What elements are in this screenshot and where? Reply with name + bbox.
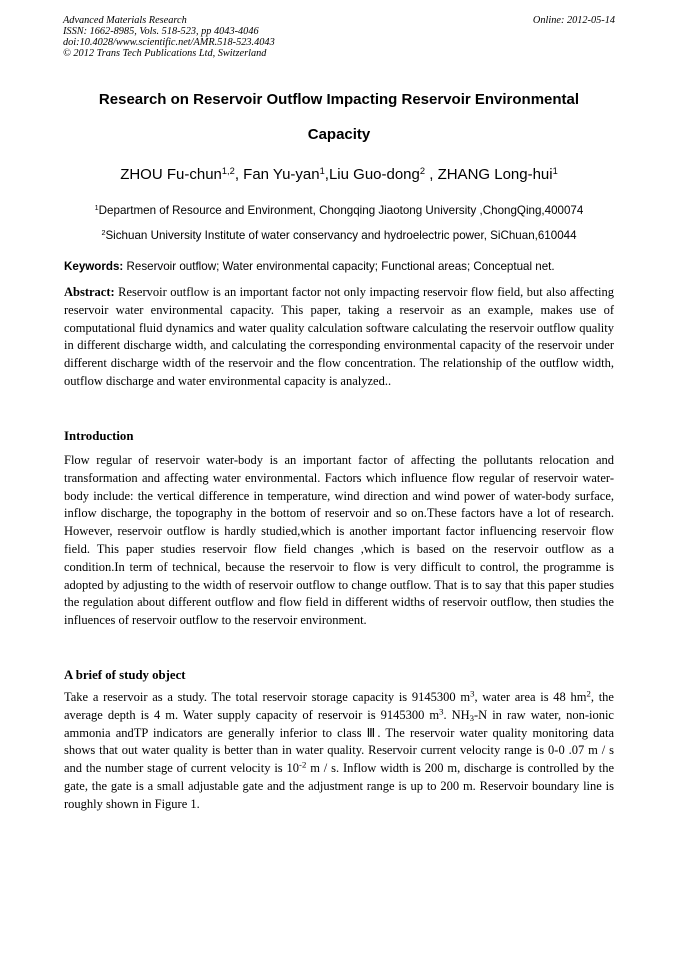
author-list: [40, 166, 638, 183]
author-affiliation-mark: 1: [552, 165, 558, 176]
study-object-paragraph: [64, 689, 614, 814]
abstract-label: Abstract:: [64, 285, 115, 299]
author-name: Fan Yu-yan: [243, 166, 320, 183]
affiliation-mark: 2: [101, 228, 106, 238]
affiliation-1: [40, 204, 638, 217]
keywords-label: Keywords:: [64, 260, 124, 273]
study-text: -N in raw water, non-ionic ammonia andTP indicators are generally inferior to class Ⅲ. The reservoir water quality monitoring data shows that out water quality is better than in water quality. Reservoir current velocity range is 0-0 .07 m / s and the number stage of current velocity is 10: [64, 707, 614, 776]
study-object-heading: A brief of study object: [64, 668, 186, 682]
study-text: , water area is 48 hm: [474, 690, 587, 704]
author-affiliation-mark: 1,2: [221, 165, 235, 176]
study-text: . NH: [443, 707, 470, 722]
author-separator: ,: [324, 166, 329, 183]
copyright-line: © 2012 Trans Tech Publications Ltd, Switzerland: [63, 48, 267, 59]
issn-line: ISSN: 1662-8985, Vols. 518-523, pp 4043-4046: [63, 26, 259, 37]
paper-title-line-1: Research on Reservoir Outflow Impacting Reservoir Environmental: [98, 91, 580, 108]
study-text: , the average depth is 4 m. Water supply capacity of reservoir is 9145300 m: [64, 690, 614, 722]
keywords-text: Reservoir outflow; Water environmental capacity; Functional areas; Conceptual net.: [123, 260, 555, 273]
affiliation-text: Sichuan University Institute of water conservancy and hydroelectric power, SiChuan,610044: [105, 229, 577, 242]
paper-title-line-2: Capacity: [307, 126, 371, 143]
author-separator: ,: [234, 166, 244, 183]
introduction-paragraph: Flow regular of reservoir water-body is an important factor of affecting the pollutants relocation and transformation and affecting water environmental. Factors which influence flow regular of reservoir water-body include: the vertical difference in temperature, wind direction and wind power of water-body surface, inflow discharge, the topography in the bottom of reservoir and so on.These factors have a lot of research. However, reservoir outflow is hardly studied,which is another important factor influencing reservoir flow field. This paper studies reservoir flow field changes ,which is based on the reservoir outflow as a condition.In term of technical, because the reservoir to flow is very difficult to control, the programme is adopted by adjusting to the width of reservoir outflow to change outflow. That is to say that this paper studies the regulation about different outflow and flow field in different widths of reservoir outflow, then studies the influences of reservoir outflow to the reservoir environment.: [64, 453, 614, 628]
author-separator: ,: [425, 166, 438, 183]
online-date: Online: 2012-05-14: [532, 15, 615, 26]
affiliation-mark: 1: [94, 203, 99, 213]
author-affiliation-mark: 2: [419, 165, 426, 176]
exponent-superscript: -2: [299, 759, 307, 770]
unit-superscript: 2: [586, 688, 591, 699]
journal-name: Advanced Materials Research: [63, 15, 187, 26]
abstract: [64, 284, 614, 391]
study-text: m / s. Inflow width is 200 m, discharge is controlled by the gate, the gate is a small adjustable gate and the adjustment range is up to 200 m. Reservoir boundary line is roughly shown in Figure 1.: [64, 761, 614, 811]
author-affiliation-mark: 1: [319, 165, 325, 176]
doi-line: doi:10.4028/www.scientific.net/AMR.518-523.4043: [63, 37, 275, 48]
journal-header: [63, 15, 615, 59]
chemical-subscript: 3: [469, 712, 475, 723]
author-name: ZHOU Fu-chun: [120, 166, 222, 183]
abstract-text: Reservoir outflow is an important factor not only impacting reservoir flow field, but also affecting reservoir water environmental capacity. This paper, taking a reservoir as an example, makes use of computational fluid dynamics and water quality calculation software calculating the reservoir outflow quality in different discharge width, and calculating the corresponding environmental capacity of the reservoir under different discharge width of the reservoir and the flow concentration. The relationship of the outflow width, outflow discharge and water environmental capacity is analyzed..: [64, 285, 614, 388]
introduction-heading: Introduction: [64, 429, 134, 443]
author-name: Liu Guo-dong: [328, 166, 420, 183]
unit-superscript: 3: [470, 688, 475, 699]
author-name: ZHANG Long-hui: [437, 166, 553, 183]
affiliation-text: Departmen of Resource and Environment, Chongqing Jiaotong University ,ChongQing,400074: [98, 204, 584, 217]
affiliation-2: [40, 229, 638, 242]
study-text: Take a reservoir as a study. The total reservoir storage capacity is 9145300 m: [64, 690, 471, 704]
unit-superscript: 3: [439, 706, 444, 717]
keywords: [64, 260, 616, 273]
